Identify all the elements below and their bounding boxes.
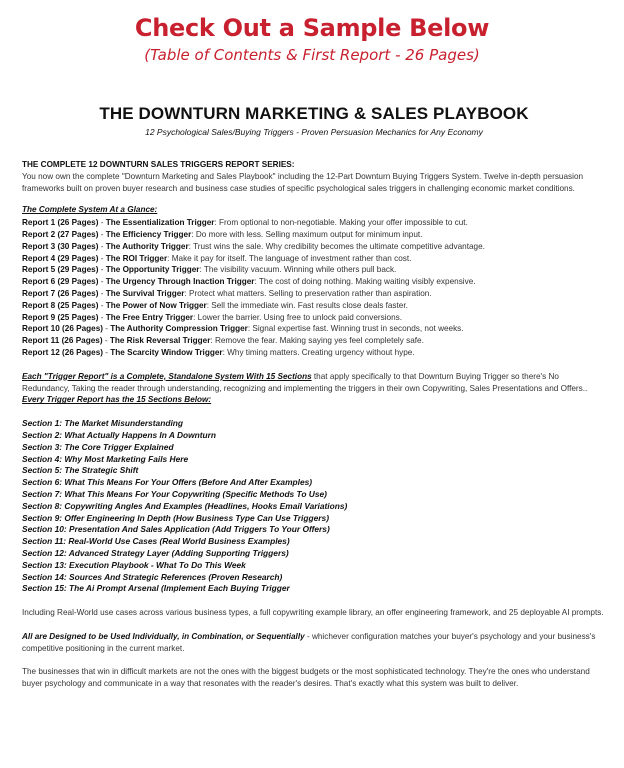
report-trigger-name: The Free Entry Trigger xyxy=(105,312,194,322)
section-item: Section 1: The Market Misunderstanding xyxy=(22,418,184,429)
trigger-report-paragraph xyxy=(22,371,606,406)
designed-para-lead: All are Designed to be Used Individually, in Combination, or Sequentially xyxy=(22,631,305,641)
section-item: Section 12: Advanced Strategy Layer (Adding Supporting Triggers) xyxy=(22,547,289,558)
report-trigger-name: The Urgency Through Inaction Trigger xyxy=(105,277,255,287)
report-trigger-name: The Risk Reversal Trigger xyxy=(109,336,211,346)
glance-heading: The Complete System At a Glance: xyxy=(22,205,158,215)
report-item: Report 8 (25 Pages) - The Power of Now Trigger: Sell the immediate win. Fast results close deals faster. xyxy=(22,300,408,310)
report-description: Lower the barrier. Using free to unlock paid conversions. xyxy=(197,312,402,322)
report-label: Report 12 (26 Pages) xyxy=(22,347,103,357)
section-item: Section 15: The Ai Prompt Arsenal (Implement Each Buying Trigger xyxy=(22,583,290,594)
section-item: Section 9: Offer Engineering In Depth (How Business Type Can Use Triggers) xyxy=(22,512,329,523)
report-trigger-name: The Authority Compression Trigger xyxy=(110,324,248,334)
report-label: Report 9 (25 Pages) xyxy=(22,312,99,322)
report-trigger-name: The Opportunity Trigger xyxy=(105,265,200,275)
trigger-para-lead: Each "Trigger Report" is a Complete, Standalone System With 15 Sections xyxy=(22,371,312,381)
report-trigger-name: The Power of Now Trigger xyxy=(105,300,207,310)
section-item: Section 6: What This Means For Your Offers (Before And After Examples) xyxy=(22,477,313,488)
series-heading: THE COMPLETE 12 DOWNTURN SALES TRIGGERS REPORT SERIES: xyxy=(22,160,295,169)
real-world-paragraph: Including Real-World use cases across various business types, a full copywriting example library, an offer engineering framework, and 25 deployable AI prompts. xyxy=(22,608,604,618)
report-item: Report 6 (29 Pages) - The Urgency Through Inaction Trigger: The cost of doing nothing. Making waiting visibly expensive. xyxy=(22,277,476,287)
section-item: Section 3: The Core Trigger Explained xyxy=(22,441,174,452)
report-label: Report 4 (29 Pages) xyxy=(22,253,99,263)
report-description: Signal expertise fast. Winning trust in seconds, not weeks. xyxy=(252,324,464,334)
document-page xyxy=(22,95,606,690)
section-item: Section 5: The Strategic Shift xyxy=(22,465,139,476)
report-item: Report 12 (26 Pages) - The Scarcity Window Trigger: Why timing matters. Creating urgency without hype. xyxy=(22,347,415,357)
closing-paragraph: The businesses that win in difficult markets are not the ones with the biggest budgets or the most sophisticated technology. They're the ones who understand buyer psychology and communicate in a way that resonates with the reader's desires. That's exactly what this system was built to deliver. xyxy=(22,667,590,689)
trigger-para-tail: Every Trigger Report has the 15 Sections Below: xyxy=(22,395,212,405)
report-trigger-name: The Survival Trigger xyxy=(105,288,185,298)
report-description: Protect what matters. Selling to preservation rather than aspiration. xyxy=(189,288,432,298)
section-item: Section 14: Sources And Strategic References (Proven Research) xyxy=(22,571,283,582)
report-item: Report 11 (26 Pages) - The Risk Reversal Trigger: Remove the fear. Making saying yes feel completely safe. xyxy=(22,336,424,346)
report-item: Report 3 (30 Pages) - The Authority Trigger: Trust wins the sale. Why credibility becomes the ultimate competitive advantage. xyxy=(22,241,485,251)
report-description: The visibility vacuum. Winning while others pull back. xyxy=(203,265,397,275)
document-title: THE DOWNTURN MARKETING & SALES PLAYBOOK xyxy=(99,104,529,123)
section-list xyxy=(22,418,606,595)
report-description: Trust wins the sale. Why credibility becomes the ultimate competitive advantage. xyxy=(193,241,485,251)
report-label: Report 3 (30 Pages) xyxy=(22,241,99,251)
report-item: Report 1 (26 Pages) - The Essentialization Trigger: From optional to non-negotiable. Making your offer impossible to cut. xyxy=(22,218,468,228)
section-item: Section 4: Why Most Marketing Fails Here xyxy=(22,453,189,464)
designed-paragraph xyxy=(22,631,606,655)
section-item: Section 2: What Actually Happens In A Downturn xyxy=(22,429,217,440)
report-description: From optional to non-negotiable. Making your offer impossible to cut. xyxy=(219,218,468,228)
report-label: Report 1 (26 Pages) xyxy=(22,218,99,228)
report-description: Sell the immediate win. Fast results close deals faster. xyxy=(211,300,408,310)
report-description: Why timing matters. Creating urgency without hype. xyxy=(227,347,415,357)
report-label: Report 5 (29 Pages) xyxy=(22,265,99,275)
report-label: Report 2 (27 Pages) xyxy=(22,229,99,239)
report-list xyxy=(22,217,606,359)
section-item: Section 13: Execution Playbook - What To Do This Week xyxy=(22,559,246,570)
report-trigger-name: The Efficiency Trigger xyxy=(105,229,192,239)
report-item: Report 2 (27 Pages) - The Efficiency Trigger: Do more with less. Selling maximum output for minimum input. xyxy=(22,229,423,239)
report-description: The cost of doing nothing. Making waiting visibly expensive. xyxy=(258,277,476,287)
report-label: Report 7 (26 Pages) xyxy=(22,288,99,298)
report-item: Report 10 (26 Pages) - The Authority Compression Trigger: Signal expertise fast. Winning trust in seconds, not weeks. xyxy=(22,324,464,334)
report-description: Remove the fear. Making saying yes feel completely safe. xyxy=(214,336,424,346)
series-description: You now own the complete "Downturn Marketing and Sales Playbook" including the 12-Part Downturn Buying Triggers System. Twelve in-depth persuasion frameworks built on proven buyer research and business case studies of specific psychological sales triggers in challenging economic market conditions. xyxy=(22,171,584,193)
report-description: Make it pay for itself. The language of investment rather than cost. xyxy=(171,253,412,263)
report-trigger-name: The Authority Trigger xyxy=(105,241,189,251)
section-item: Section 7: What This Means For Your Copywriting (Specific Methods To Use) xyxy=(22,488,327,499)
section-item: Section 11: Real-World Use Cases (Real World Business Examples) xyxy=(22,536,290,547)
banner-subtitle: (Table of Contents & First Report - 26 Pages) xyxy=(144,46,480,64)
report-trigger-name: The Scarcity Window Trigger xyxy=(110,347,223,357)
report-item: Report 7 (26 Pages) - The Survival Trigger: Protect what matters. Selling to preservation rather than aspiration. xyxy=(22,288,432,298)
report-trigger-name: The Essentialization Trigger xyxy=(105,218,215,228)
trigger-para-body: that apply specifically to that Downturn Buying Trigger so there's No Redundancy, Taking the reader through understanding, recognizing and implementing the triggers in their own Copywriting, Sales Presentations and Offers.. xyxy=(22,371,588,393)
report-item: Report 9 (25 Pages) - The Free Entry Trigger: Lower the barrier. Using free to unlock paid conversions. xyxy=(22,312,402,322)
report-label: Report 10 (26 Pages) xyxy=(22,324,103,334)
report-item: Report 4 (29 Pages) - The ROI Trigger: Make it pay for itself. The language of investment rather than cost. xyxy=(22,253,412,263)
report-label: Report 8 (25 Pages) xyxy=(22,300,99,310)
report-description: Do more with less. Selling maximum output for minimum input. xyxy=(195,229,423,239)
banner-title: Check Out a Sample Below xyxy=(134,14,490,42)
section-item: Section 8: Copywriting Angles And Examples (Headlines, Hooks Email Variations) xyxy=(22,500,348,511)
report-item: Report 5 (29 Pages) - The Opportunity Trigger: The visibility vacuum. Winning while others pull back. xyxy=(22,265,397,275)
report-label: Report 6 (29 Pages) xyxy=(22,277,99,287)
document-subtitle: 12 Psychological Sales/Buying Triggers - Proven Persuasion Mechanics for Any Economy xyxy=(145,127,483,137)
report-label: Report 11 (26 Pages) xyxy=(22,336,103,346)
report-trigger-name: The ROI Trigger xyxy=(105,253,168,263)
section-item: Section 10: Presentation And Sales Application (Add Triggers To Your Offers) xyxy=(22,524,330,535)
designed-para-body: - whichever configuration matches your buyer's psychology and your business's competitive positioning in the current market. xyxy=(22,631,596,653)
